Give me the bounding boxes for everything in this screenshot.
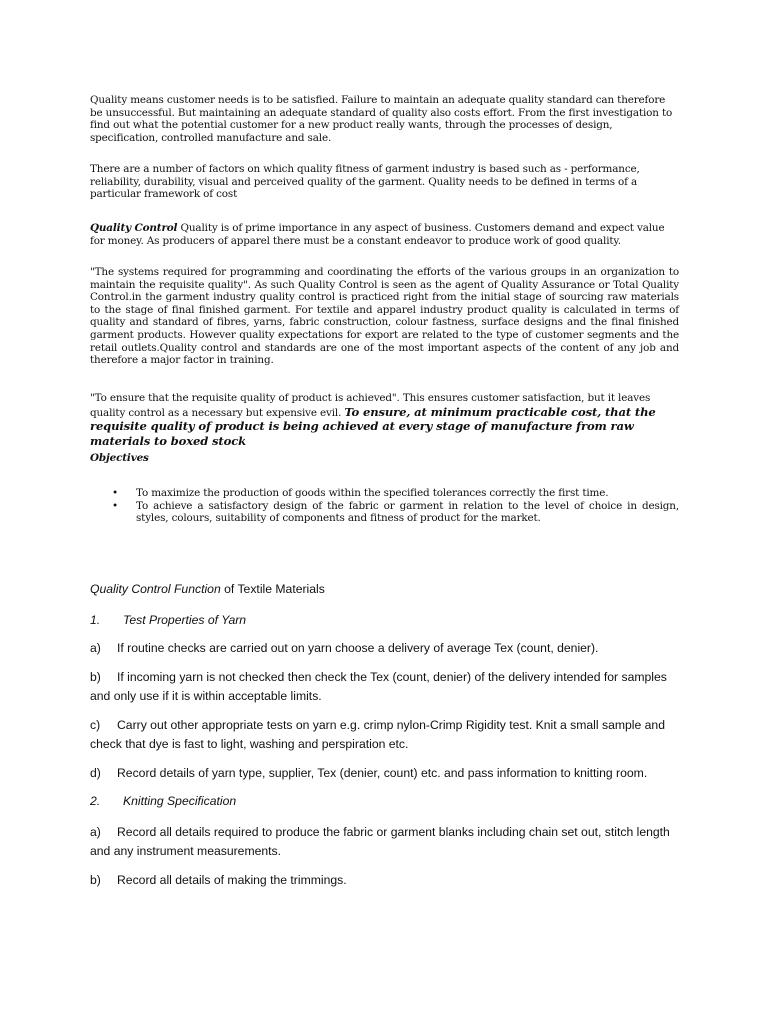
item-text: Carry out other appropriate tests on yarn e.g. crimp nylon-Crimp Rigidity test. Knit a small sample and check that dye is fast to light, washing and perspiration etc. — [90, 718, 665, 751]
quality-control-lead: Quality Control — [90, 222, 178, 234]
section-2-heading — [90, 792, 679, 811]
paragraph-quality-control — [90, 222, 679, 247]
section-1-item-a — [90, 639, 679, 658]
item-label: c) — [90, 718, 101, 732]
item-text: If incoming yarn is not checked then check the Tex (count, denier) of the delivery intended for samples and only use if it is within acceptable limits. — [90, 670, 667, 703]
item-label: a) — [90, 641, 101, 655]
list-item — [90, 487, 679, 500]
paragraph-systems-definition: "The systems required for programming and coordinating the efforts of the various groups in an organization to maintain the requisite quality". As such Quality Control is seen as the agent of Quality Assurance or Total Quality Control.in the garment industry quality control is practiced right from the initial stage of sourcing raw materials to the stage of final finished garment. For textile and apparel industry product quality is calculated in terms of quality and standard of fibres, yarns, fabric construction, colour fastness, surface designs and the final finished garment products. However quality expectations for export are related to the type of customer segments and the retail outlets.Quality control and standards are one of the most important aspects of the content of any job and therefore a major factor in training. — [90, 266, 679, 367]
item-text: Record all details of making the trimmings. — [117, 873, 347, 887]
section-2-item-b — [90, 871, 679, 890]
list-item — [90, 500, 679, 525]
item-label: b) — [90, 670, 101, 684]
bullet-icon: • — [112, 487, 118, 499]
quality-control-text: Quality is of prime importance in any aspect of business. Customers demand and expect value for money. As producers of apparel there must be a constant endeavor to produce work of good quality. — [90, 222, 665, 247]
paragraph-quality-definition: Quality means customer needs is to be satisfied. Failure to maintain an adequate quality standard can therefore be unsuccessful. But maintaining an adequate standard of quality also costs effort. From the first investigation to find out what the potential customer for a new product really wants, through the processes of design, specification, controlled manufacture and sale. — [90, 94, 673, 144]
section-2-number: 2. — [90, 794, 101, 808]
objective-text: To achieve a satisfactory design of the fabric or garment in relation to the level of choice in design, styles, colours, suitability of components and fitness of product for the market. — [136, 499, 679, 525]
section-1-item-b — [90, 668, 679, 706]
section-1-heading — [90, 611, 679, 630]
item-label: b) — [90, 873, 101, 887]
section-1-number: 1. — [90, 613, 101, 627]
item-text: Record details of yarn type, supplier, Tex (denier, count) etc. and pass information to knitting room. — [117, 766, 648, 780]
item-label: d) — [90, 766, 101, 780]
section-1-item-d — [90, 764, 679, 783]
section-2-title: Knitting Specification — [123, 794, 237, 808]
ensure-quality-text: "To ensure that the requisite quality of product is achieved". This ensures customer satisfaction, but it leaves quality control as a necessary but expensive evil. — [90, 392, 651, 419]
objectives-list — [90, 487, 679, 525]
paragraph-ensure-quality — [90, 392, 679, 448]
section-1-item-c — [90, 716, 679, 754]
qc-function-rest: of Textile Materials — [220, 582, 325, 596]
item-label: a) — [90, 825, 101, 839]
bullet-icon: • — [112, 499, 118, 512]
paragraph-quality-factors: There are a number of factors on which quality fitness of garment industry is based such as - performance, reliability, durability, visual and perceived quality of the garment. Quality needs to be defined in terms of a particular framework of cost — [90, 163, 640, 201]
item-text: If routine checks are carried out on yarn choose a delivery of average Tex (count, denier). — [117, 641, 599, 655]
section-2-item-a — [90, 823, 679, 861]
objectives-heading: Objectives — [90, 452, 149, 464]
qc-function-heading — [90, 580, 679, 599]
qc-function-italic: Quality Control Function — [90, 582, 221, 596]
item-text: Record all details required to produce the fabric or garment blanks including chain set out, stitch length and any instrument measurements. — [90, 825, 670, 858]
ensure-quality-bold: To ensure, at minimum practicable cost, that the requisite quality of product is being achieved at every stage of manufacture from raw materials to boxed stock — [90, 404, 656, 448]
section-1-title: Test Properties of Yarn — [123, 613, 247, 627]
objective-text: To maximize the production of goods within the specified tolerances correctly the first time. — [136, 487, 609, 499]
